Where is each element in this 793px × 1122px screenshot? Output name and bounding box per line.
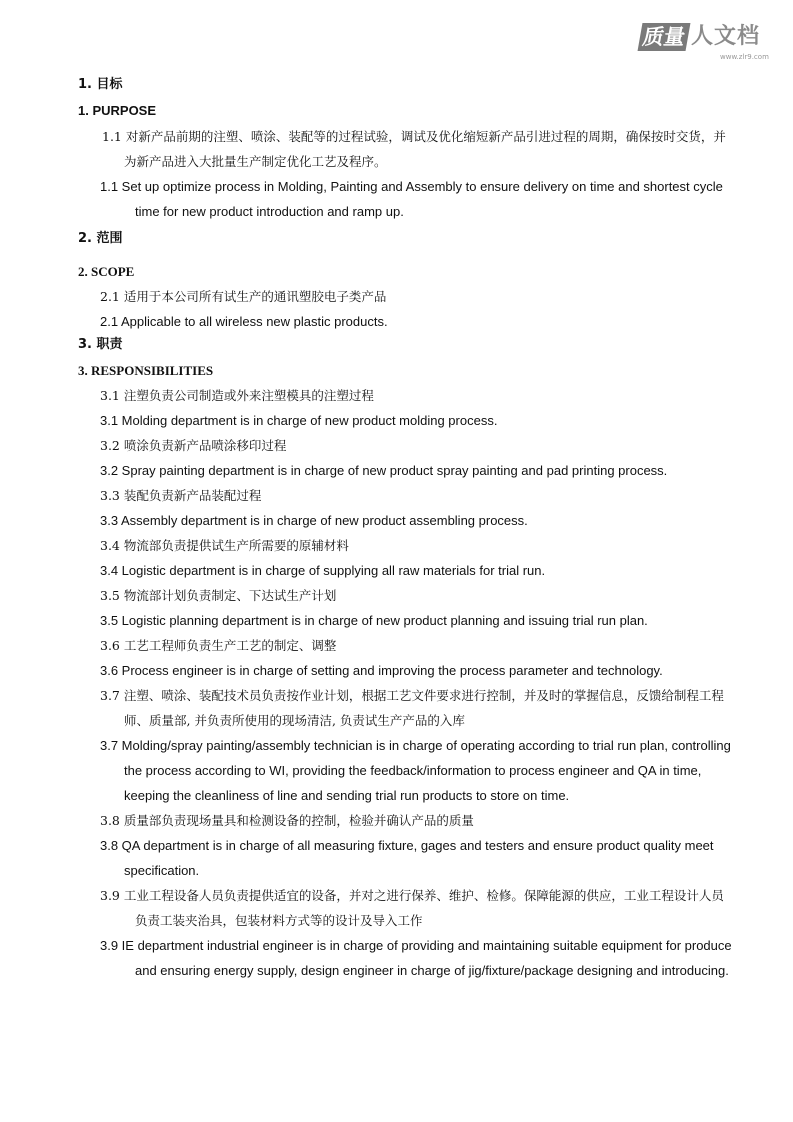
para-3-6-en: 3.6 Process engineer is in charge of setting and improving the process parameter and technology. <box>100 663 663 678</box>
heading-responsibilities-en: 3. RESPONSIBILITIES <box>78 363 214 378</box>
heading-responsibilities-cn: 3. 职责 <box>78 337 123 352</box>
para-3-9-cn: 3.9 工业工程设备人员负责提供适宜的设备，并对之进行保养、维护、检修。保障能源的供应，工业工程设计人员负责工装夹治具，包装材料方式等的设计及导入工作 <box>100 888 724 928</box>
logo-url: www.zlr9.com <box>720 53 769 61</box>
para-3-7-cn: 3.7 注塑、喷涂、装配技术员负责按作业计划，根据工艺文件要求进行控制，并及时的掌握信息，反馈给制程工程师、质量部, 并负责所使用的现场清洁, 负责试生产产品的入库 <box>100 688 724 728</box>
para-1-1-en: 1.1 Set up optimize process in Molding, Painting and Assembly to ensure delivery on time and shortest cycle time for new product introduction and ramp up. <box>100 179 723 219</box>
para-3-2-cn: 3.2 喷涂负责新产品喷涂移印过程 <box>100 438 287 453</box>
para-3-5-en: 3.5 Logistic planning department is in charge of new product planning and issuing trial run plan. <box>100 613 648 628</box>
para-3-1-en: 3.1 Molding department is in charge of new product molding process. <box>100 413 498 428</box>
para-3-8-cn: 3.8 质量部负责现场量具和检测设备的控制，检验并确认产品的质量 <box>100 813 474 828</box>
para-3-9-en: 3.9 IE department industrial engineer is in charge of providing and maintaining suitable equipment for produce and ensuring energy supply, design engineer in charge of jig/fixture/package designing and introducing. <box>100 938 732 978</box>
logo-text: 人文档 <box>691 24 761 49</box>
heading-purpose-en: 1. PURPOSE <box>78 103 157 118</box>
para-3-3-en: 3.3 Assembly department is in charge of new product assembling process. <box>100 513 528 528</box>
para-3-5-cn: 3.5 物流部计划负责制定、下达试生产计划 <box>100 588 337 603</box>
para-3-4-cn: 3.4 物流部负责提供试生产所需要的原辅材料 <box>100 538 349 553</box>
heading-scope-cn: 2. 范围 <box>78 231 123 246</box>
para-2-1-en: 2.1 Applicable to all wireless new plastic products. <box>100 314 388 329</box>
para-3-7-en: 3.7 Molding/spray painting/assembly technician is in charge of operating according to trial run plan, controlling the process according to WI, providing the feedback/information to process engineer and QA in time, keeping the cleanliness of line and sending trial run products to store on time. <box>100 738 731 803</box>
heading-scope-en: 2. SCOPE <box>78 264 135 279</box>
para-3-1-cn: 3.1 注塑负责公司制造或外来注塑模具的注塑过程 <box>100 388 374 403</box>
para-3-2-en: 3.2 Spray painting department is in charge of new product spray painting and pad printing process. <box>100 463 668 478</box>
para-3-8-en: 3.8 QA department is in charge of all measuring fixture, gages and testers and ensure product quality meet specification. <box>100 838 714 878</box>
para-2-1-cn: 2.1 适用于本公司所有试生产的通讯塑胶电子类产品 <box>100 289 387 304</box>
para-3-4-en: 3.4 Logistic department is in charge of supplying all raw materials for trial run. <box>100 563 546 578</box>
watermark-logo <box>640 22 782 62</box>
para-3-3-cn: 3.3 装配负责新产品装配过程 <box>100 488 262 503</box>
para-1-1-cn: 1.1 对新产品前期的注塑、喷涂、装配等的过程试验，调试及优化缩短新产品引进过程的周期，确保按时交货，并为新产品进入大批量生产制定优化工艺及程序。 <box>102 129 726 169</box>
para-3-6-cn: 3.6 工艺工程师负责生产工艺的制定、调整 <box>100 638 337 653</box>
document-body <box>78 74 734 983</box>
logo-box: 质量 <box>638 23 691 51</box>
heading-purpose-cn: 1. 目标 <box>78 77 123 92</box>
